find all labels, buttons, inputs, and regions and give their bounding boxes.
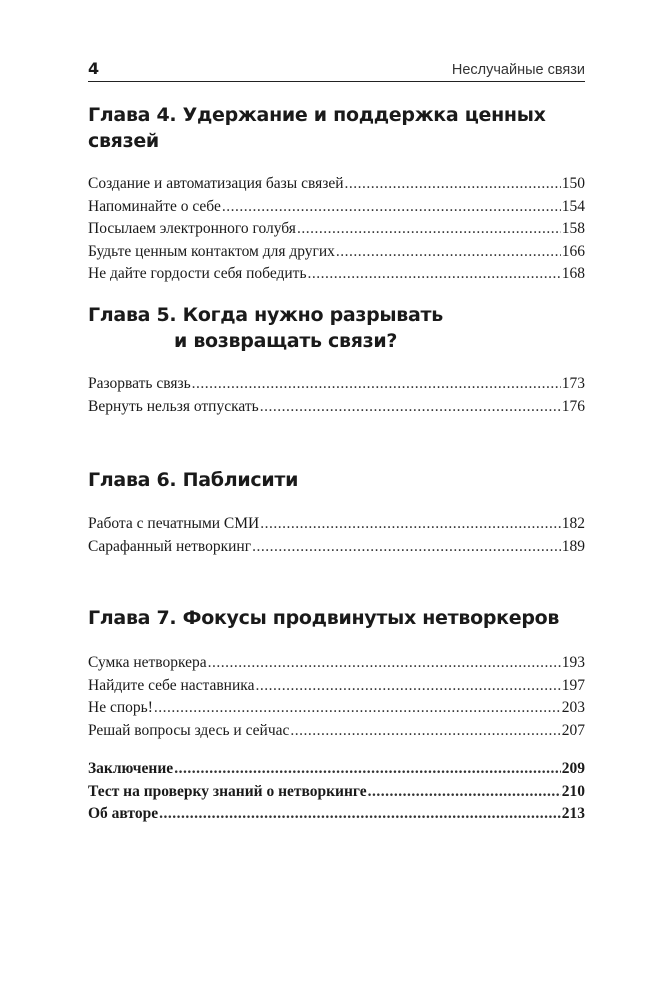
entry-title: Сарафанный нетворкинг	[88, 537, 252, 555]
entry-page: 203	[561, 699, 585, 716]
toc-entry[interactable]	[88, 173, 585, 196]
chapter-heading: Глава 7. Фокусы продвинутых нетворкеров	[88, 607, 560, 629]
entry-page: 173	[561, 375, 585, 392]
leader-dots	[260, 513, 561, 536]
leader-dots	[208, 652, 561, 675]
entry-title: Разорвать связь	[88, 375, 191, 392]
chapter-heading	[88, 302, 585, 354]
running-header	[88, 52, 585, 82]
entry-page: 207	[561, 721, 585, 739]
entry-title: Работа с печатными СМИ	[88, 515, 260, 532]
leader-dots	[255, 675, 560, 698]
toc-entry[interactable]	[88, 803, 585, 826]
toc-list	[88, 758, 585, 826]
entry-title: Найдите себе наставника	[88, 676, 255, 694]
toc-entry[interactable]	[88, 241, 585, 264]
entry-title: Тест на проверку знаний о нетворкинге	[88, 782, 367, 800]
leader-dots	[154, 697, 561, 720]
chapter-heading: Глава 4. Удержание и поддержка ценных связей	[88, 104, 546, 152]
leader-dots	[290, 720, 560, 743]
chapter-heading: Глава 6. Паблисити	[88, 469, 299, 491]
toc-list	[88, 373, 585, 418]
entry-page: 166	[561, 242, 585, 260]
back-matter	[88, 758, 585, 826]
leader-dots	[252, 536, 561, 559]
leader-dots	[336, 241, 561, 264]
running-title: Неслучайные связи	[451, 62, 585, 78]
chapter-heading-line2: и возвращать связи?	[174, 330, 398, 352]
toc-entry[interactable]	[88, 697, 585, 720]
entry-page: 209	[561, 760, 585, 777]
chapter-heading-line1: Глава 5. Когда нужно разрывать	[88, 304, 443, 326]
toc-entry[interactable]	[88, 513, 585, 536]
toc-list	[88, 513, 585, 558]
leader-dots	[260, 396, 561, 419]
leader-dots	[345, 173, 561, 196]
entry-title: Будьте ценным контактом для других	[88, 242, 335, 260]
toc-page	[88, 52, 585, 822]
leader-dots	[159, 803, 561, 826]
toc-entry[interactable]	[88, 781, 585, 804]
entry-page: 189	[561, 537, 585, 555]
entry-page: 213	[561, 805, 585, 822]
chapter-5	[88, 302, 585, 418]
toc-entry[interactable]	[88, 396, 585, 419]
leader-dots	[368, 781, 561, 804]
leader-dots	[308, 263, 561, 286]
entry-title: Не дайте гордости себя победить	[88, 265, 307, 282]
entry-page: 182	[561, 515, 585, 532]
entry-title: Вернуть нельзя отпускать	[88, 397, 259, 415]
entry-title: Заключение	[88, 760, 174, 777]
entry-title: Напоминайте о себе	[88, 197, 221, 215]
chapter-7	[88, 605, 585, 742]
entry-page: 168	[561, 265, 585, 282]
entry-title: Об авторе	[88, 805, 159, 822]
toc-entry[interactable]	[88, 373, 585, 396]
leader-dots	[174, 758, 561, 781]
toc-entry[interactable]	[88, 536, 585, 559]
entry-title: Решай вопросы здесь и сейчас	[88, 721, 290, 739]
toc-entry[interactable]	[88, 675, 585, 698]
toc-entry[interactable]	[88, 758, 585, 781]
toc-list	[88, 173, 585, 286]
toc-entry[interactable]	[88, 218, 585, 241]
entry-page: 154	[561, 197, 585, 215]
entry-page: 176	[561, 397, 585, 415]
entry-title: Посылаем электронного голубя	[88, 220, 296, 237]
leader-dots	[222, 196, 561, 219]
entry-title: Сумка нетворкера	[88, 654, 207, 671]
page-number: 4	[88, 59, 100, 78]
entry-page: 150	[561, 175, 585, 192]
leader-dots	[297, 218, 561, 241]
entry-page: 210	[561, 782, 585, 800]
entry-title: Не спорь!	[88, 699, 153, 716]
entry-page: 158	[561, 220, 585, 237]
toc-list	[88, 652, 585, 742]
entry-title: Создание и автоматизация базы связей	[88, 175, 344, 192]
chapter-4	[88, 102, 585, 286]
toc-entry[interactable]	[88, 263, 585, 286]
chapter-6	[88, 467, 585, 558]
entry-page: 197	[561, 676, 585, 694]
toc-entry[interactable]	[88, 196, 585, 219]
toc-entry[interactable]	[88, 720, 585, 743]
leader-dots	[192, 373, 561, 396]
toc-entry[interactable]	[88, 652, 585, 675]
entry-page: 193	[561, 654, 585, 671]
